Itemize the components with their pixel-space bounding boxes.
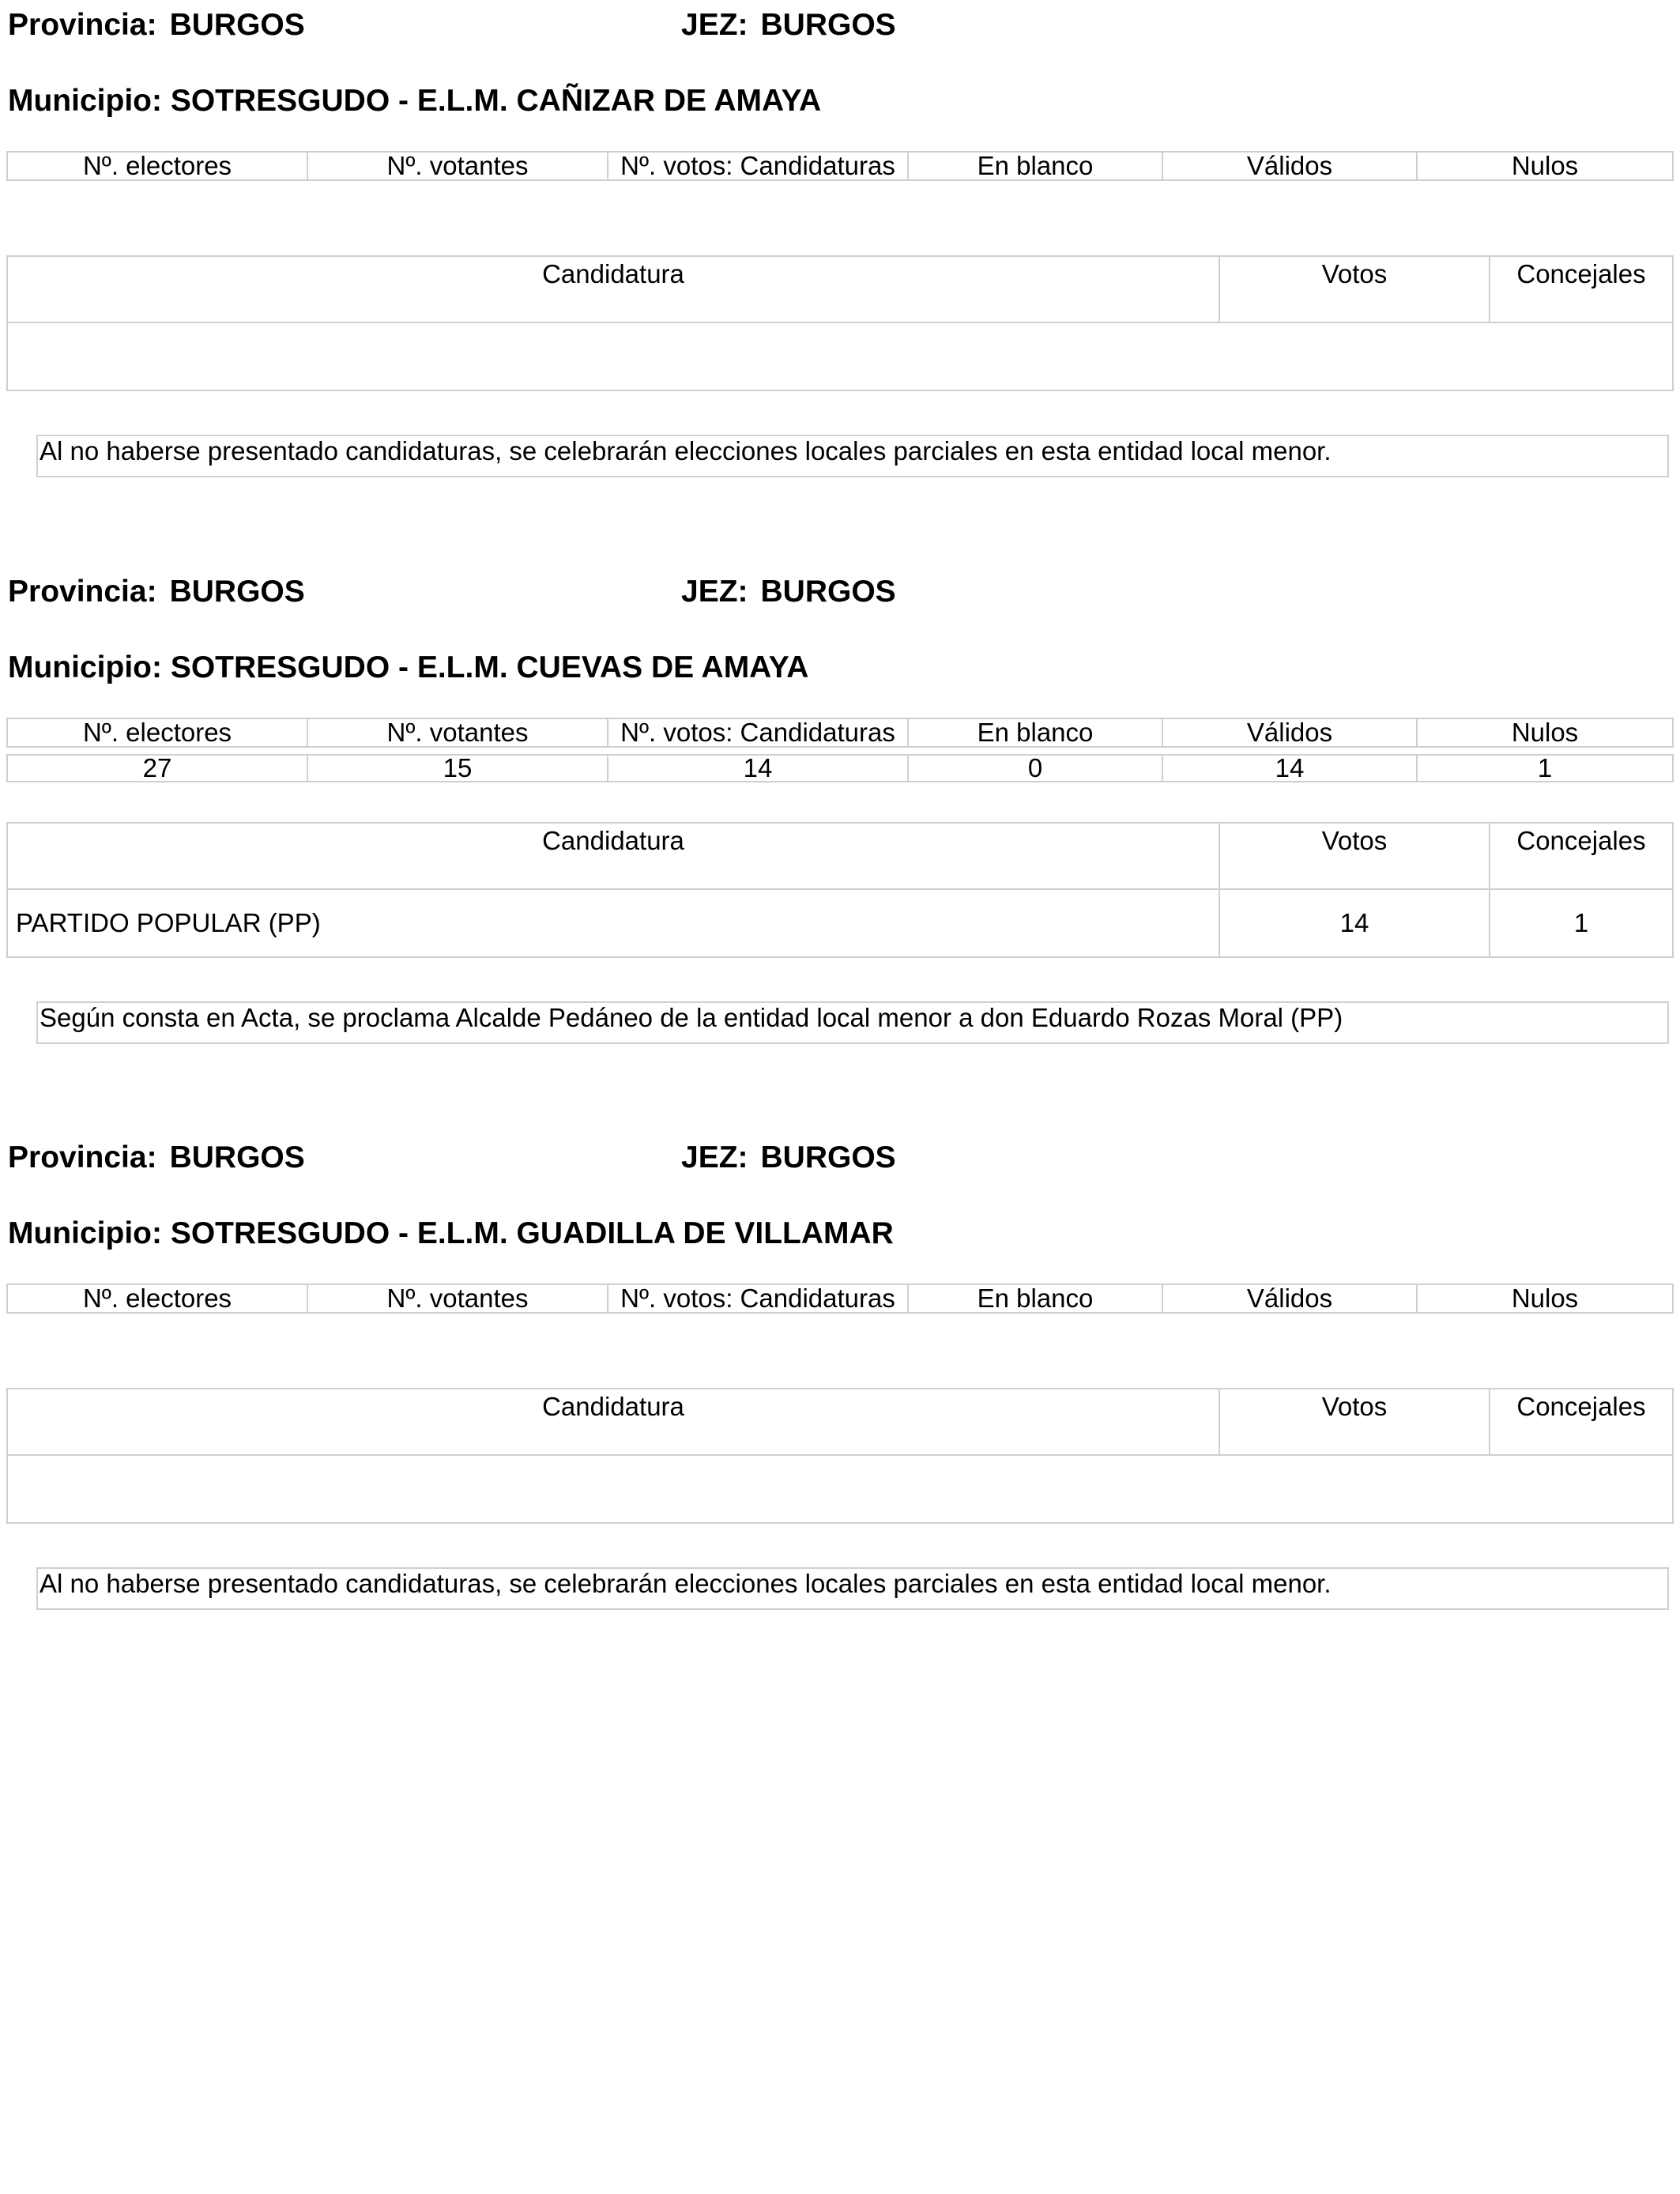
candidatura-header: Candidatura	[7, 1389, 1219, 1455]
stats-value-nulos	[1417, 180, 1673, 206]
jez-value: BURGOS	[760, 1140, 896, 1174]
candidatura-header: Candidatura	[7, 256, 1219, 322]
stats-table	[6, 151, 1674, 206]
jez-label: JEZ:	[681, 575, 748, 609]
result-note: Al no haberse presentado candidaturas, se celebrarán elecciones locales parciales en esta entidad local menor.	[36, 435, 1669, 477]
stats-value-validos	[1162, 1313, 1417, 1339]
stats-header-electores: Nº. electores	[7, 152, 307, 180]
stats-value-electores	[7, 180, 307, 206]
stats-header-row	[7, 718, 1673, 747]
stats-value-nulos: 1	[1417, 755, 1673, 782]
jez-heading	[681, 3, 896, 47]
stats-header-votantes: Nº. votantes	[307, 152, 608, 180]
municipio-label: Municipio:	[8, 650, 162, 684]
candidatura-table	[6, 1388, 1674, 1524]
candidatura-name: PARTIDO POPULAR (PP)	[7, 889, 1219, 957]
stats-value-nulos	[1417, 1313, 1673, 1339]
stats-header-nulos: Nulos	[1417, 152, 1673, 180]
result-section-guadilla	[0, 1133, 1680, 1638]
stats-value-validos: 14	[1162, 755, 1417, 782]
candidatura-header-row	[7, 823, 1673, 889]
result-section-canizar	[0, 0, 1680, 506]
provincia-heading	[8, 570, 305, 614]
stats-value-votos-candidaturas	[608, 1313, 908, 1339]
provincia-heading	[8, 1136, 305, 1180]
votos-header: Votos	[1219, 823, 1490, 889]
stats-header-electores: Nº. electores	[7, 718, 307, 747]
municipio-label: Municipio:	[8, 84, 162, 118]
municipio-heading	[8, 1212, 894, 1256]
candidatura-header-row	[7, 1389, 1673, 1455]
jez-label: JEZ:	[681, 1140, 748, 1174]
jez-label: JEZ:	[681, 8, 748, 42]
concejales-header: Concejales	[1490, 823, 1673, 889]
table-row	[7, 889, 1673, 957]
concejales-value: 1	[1490, 889, 1673, 957]
provincia-value: BURGOS	[169, 8, 305, 42]
stats-value-validos	[1162, 180, 1417, 206]
stats-value-votantes: 15	[307, 755, 608, 782]
candidatura-table	[6, 822, 1674, 958]
candidatura-empty-cell	[7, 322, 1673, 390]
stats-header-row	[7, 1284, 1673, 1313]
result-note: Al no haberse presentado candidaturas, se celebrarán elecciones locales parciales en esta entidad local menor.	[36, 1567, 1669, 1610]
provincia-value: BURGOS	[169, 1140, 305, 1174]
stats-table	[6, 1284, 1674, 1339]
stats-value-en-blanco	[908, 180, 1162, 206]
stats-header-votantes: Nº. votantes	[307, 718, 608, 747]
jez-heading	[681, 1136, 896, 1180]
municipio-value: SOTRESGUDO - E.L.M. CUEVAS DE AMAYA	[170, 650, 809, 684]
stats-header-electores: Nº. electores	[7, 1284, 307, 1313]
stats-header-nulos: Nulos	[1417, 1284, 1673, 1313]
stats-value-en-blanco: 0	[908, 755, 1162, 782]
stats-header-en-blanco: En blanco	[908, 718, 1162, 747]
stats-header-votos-candidaturas: Nº. votos: Candidaturas	[608, 152, 908, 180]
table-row	[7, 1455, 1673, 1523]
result-section-cuevas	[0, 567, 1680, 1072]
candidatura-header: Candidatura	[7, 823, 1219, 889]
jez-value: BURGOS	[760, 8, 896, 42]
municipio-heading	[8, 79, 821, 123]
stats-value-votantes	[307, 1313, 608, 1339]
municipio-value: SOTRESGUDO - E.L.M. CAÑIZAR DE AMAYA	[170, 84, 822, 118]
stats-header-validos: Válidos	[1162, 718, 1417, 747]
municipio-label: Municipio:	[8, 1216, 162, 1250]
stats-value-row	[7, 755, 1673, 782]
jez-value: BURGOS	[760, 575, 896, 609]
stats-value-electores: 27	[7, 755, 307, 782]
stats-value-votantes	[307, 180, 608, 206]
concejales-header: Concejales	[1490, 1389, 1673, 1455]
stats-value-en-blanco	[908, 1313, 1162, 1339]
municipio-value: SOTRESGUDO - E.L.M. GUADILLA DE VILLAMAR	[170, 1216, 894, 1250]
stats-header-row	[7, 152, 1673, 180]
stats-header-nulos: Nulos	[1417, 718, 1673, 747]
provincia-heading	[8, 3, 305, 47]
stats-header-validos: Válidos	[1162, 1284, 1417, 1313]
votos-header: Votos	[1219, 256, 1490, 322]
table-row	[7, 322, 1673, 390]
stats-value-votos-candidaturas: 14	[608, 755, 908, 782]
provincia-label: Provincia:	[8, 1140, 157, 1174]
provincia-label: Provincia:	[8, 8, 157, 42]
provincia-label: Provincia:	[8, 575, 157, 609]
stats-header-en-blanco: En blanco	[908, 1284, 1162, 1313]
result-note: Según consta en Acta, se proclama Alcalde Pedáneo de la entidad local menor a don Eduardo Rozas Moral (PP)	[36, 1001, 1669, 1044]
stats-header-votos-candidaturas: Nº. votos: Candidaturas	[608, 718, 908, 747]
stats-value-electores	[7, 1313, 307, 1339]
stats-value-row	[7, 1313, 1673, 1339]
stats-header-en-blanco: En blanco	[908, 152, 1162, 180]
jez-heading	[681, 570, 896, 614]
municipio-heading	[8, 646, 808, 690]
stats-table	[6, 718, 1674, 782]
concejales-header: Concejales	[1490, 256, 1673, 322]
votos-value: 14	[1219, 889, 1490, 957]
votos-header: Votos	[1219, 1389, 1490, 1455]
stats-header-votos-candidaturas: Nº. votos: Candidaturas	[608, 1284, 908, 1313]
stats-header-votantes: Nº. votantes	[307, 1284, 608, 1313]
stats-header-validos: Válidos	[1162, 152, 1417, 180]
stats-value-votos-candidaturas	[608, 180, 908, 206]
candidatura-empty-cell	[7, 1455, 1673, 1523]
candidatura-table	[6, 255, 1674, 391]
candidatura-header-row	[7, 256, 1673, 322]
provincia-value: BURGOS	[169, 575, 305, 609]
stats-value-row	[7, 180, 1673, 206]
